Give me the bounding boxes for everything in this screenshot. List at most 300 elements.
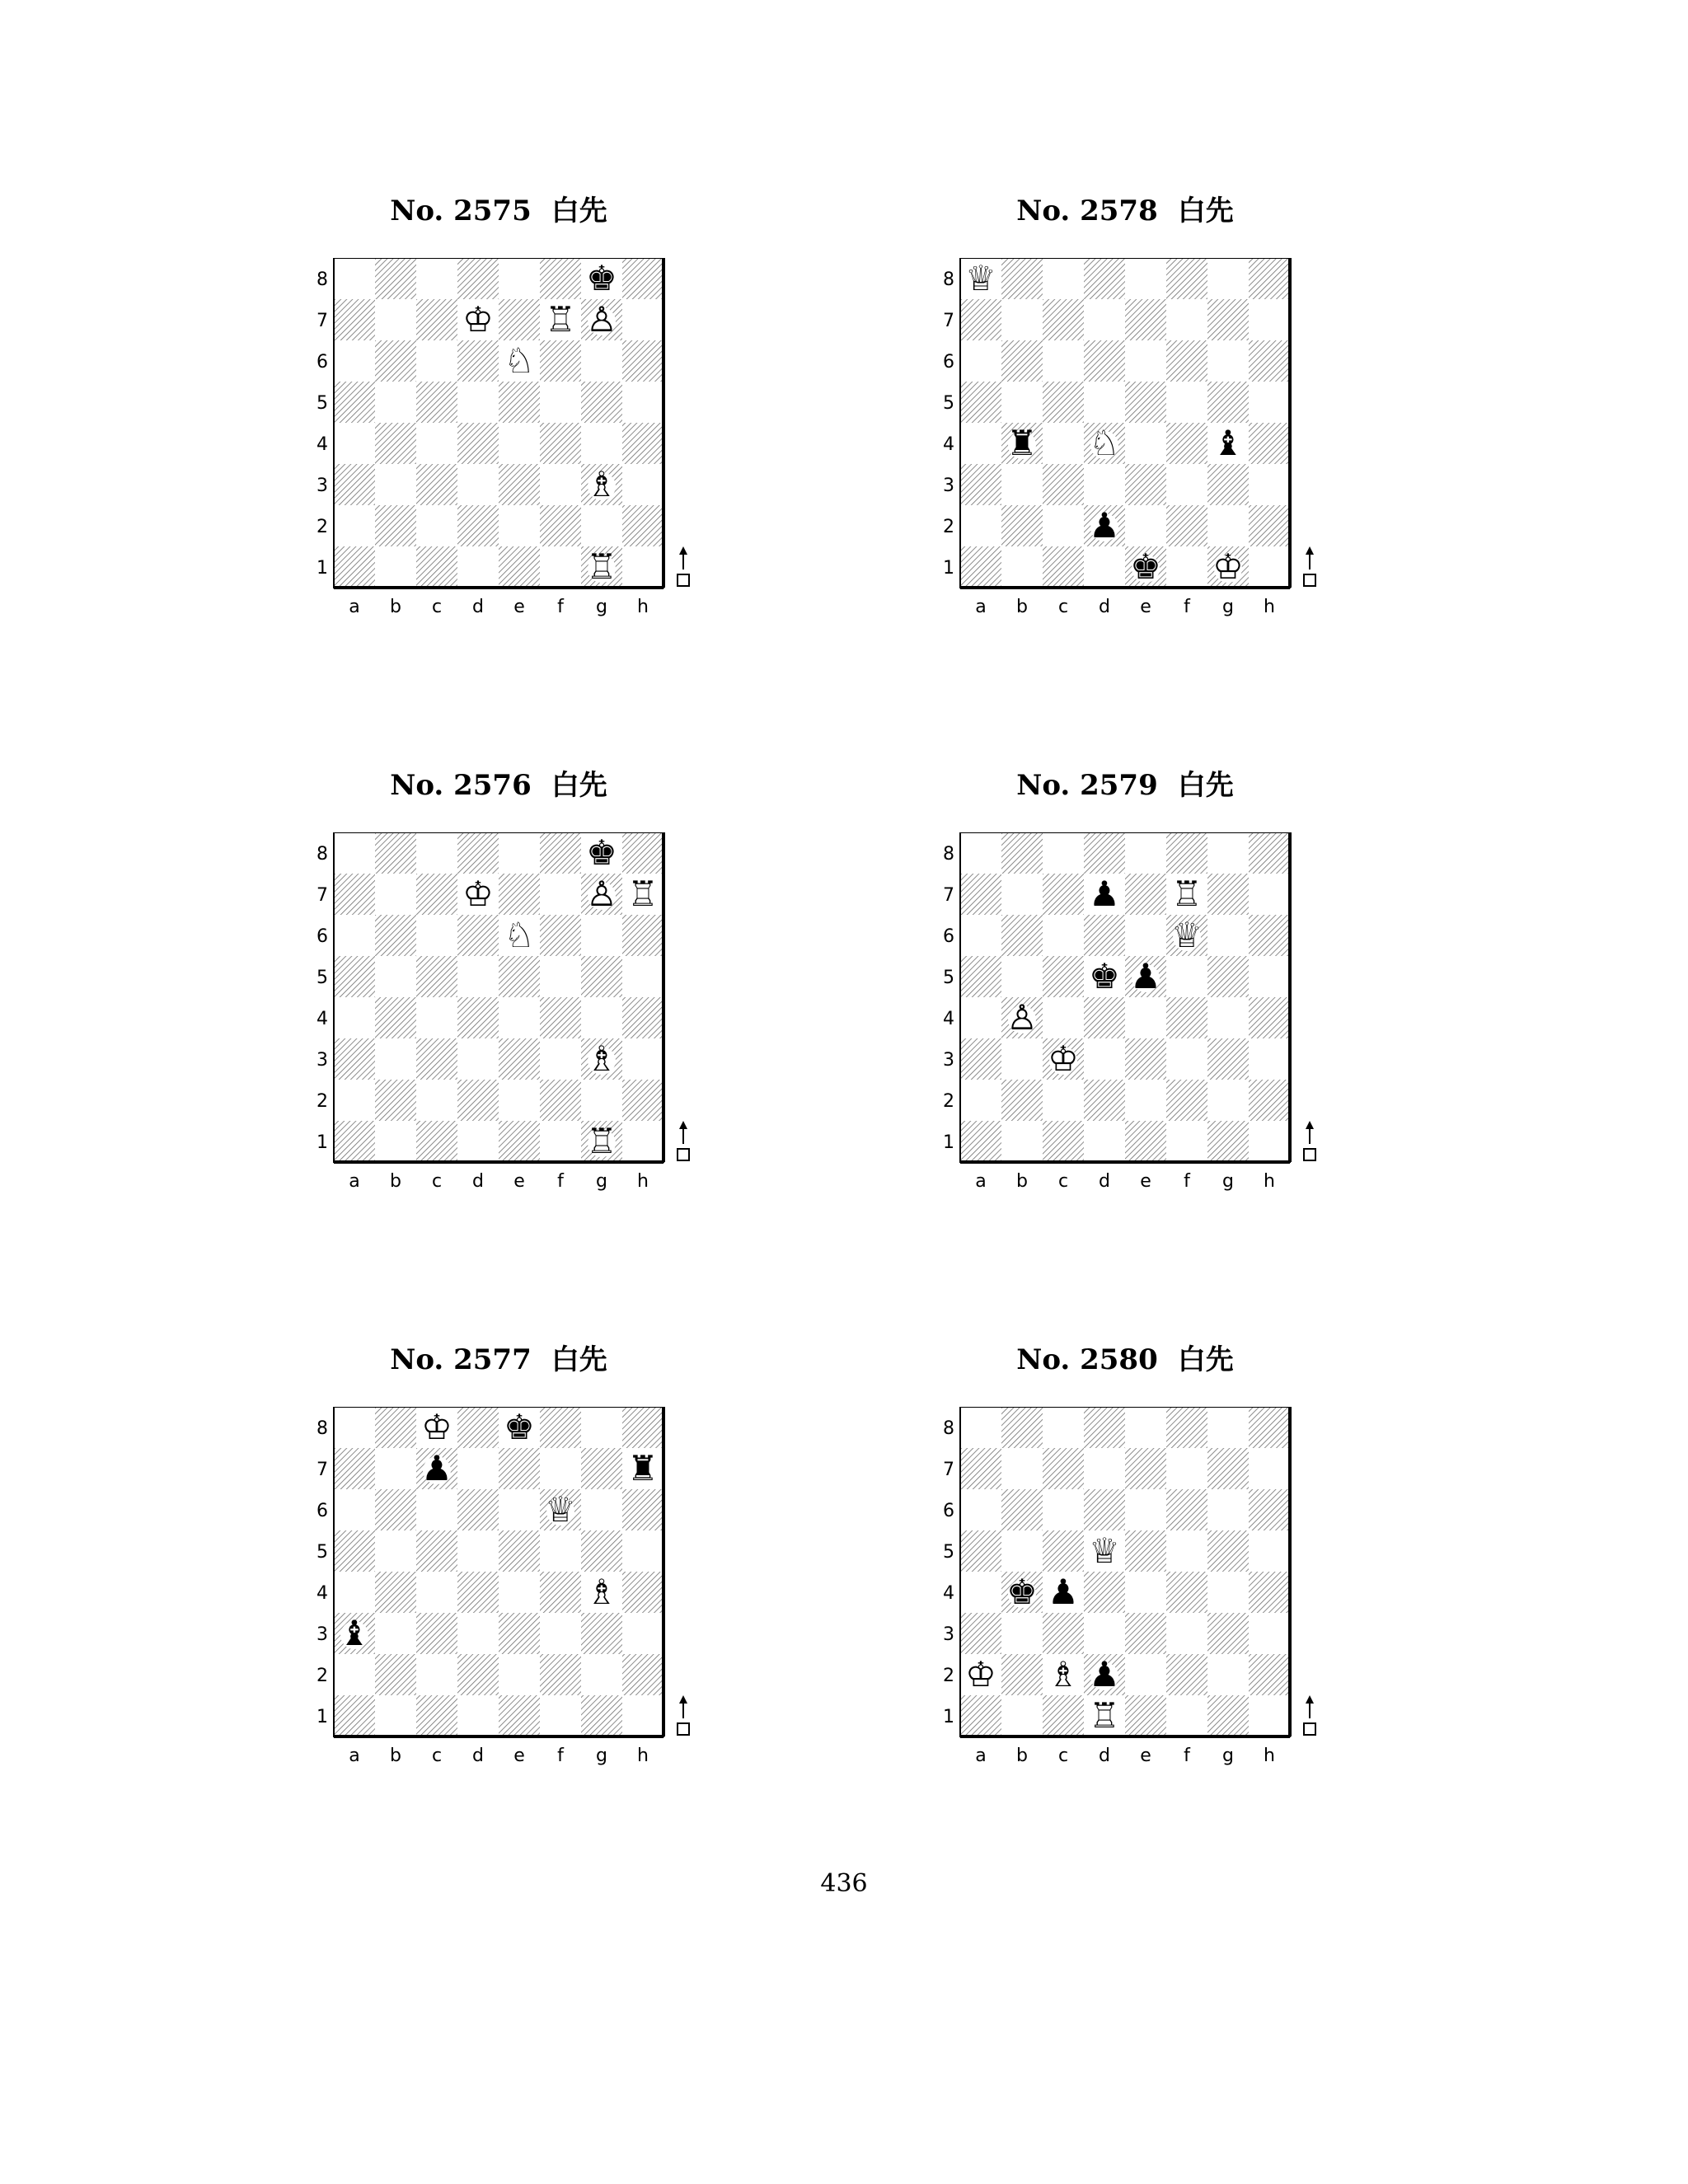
- black-king-icon: ♚: [504, 1407, 535, 1447]
- board-square-h2: [1249, 1654, 1290, 1695]
- board-square-d4: [1084, 1572, 1125, 1613]
- rank-label: 5: [943, 1542, 954, 1563]
- board-square-c5: [416, 382, 457, 423]
- white-rook-icon: ♖: [586, 1121, 617, 1161]
- board-square-a8: [960, 1407, 1001, 1448]
- rank-label: 5: [316, 1542, 328, 1563]
- white-queen-icon: ♕: [1171, 915, 1203, 955]
- board-square-h7: [1249, 1448, 1290, 1489]
- rank-label: 5: [316, 968, 328, 988]
- board-square-a8: [334, 832, 375, 874]
- board-square-a2: [960, 1080, 1001, 1121]
- board-square-e3: [499, 1038, 540, 1080]
- board-square-b5: [1001, 382, 1043, 423]
- board-square-b8: [1001, 1407, 1043, 1448]
- board-square-c6: [416, 1489, 457, 1530]
- board-square-c7: [416, 874, 457, 915]
- board-square-c8: [1043, 1407, 1084, 1448]
- board-square-e6: [499, 1489, 540, 1530]
- board-square-a4: [960, 997, 1001, 1038]
- black-king-icon: ♚: [586, 258, 617, 298]
- board-square-c1: [1043, 546, 1084, 588]
- chess-board: [915, 258, 1339, 625]
- rank-label: 6: [943, 926, 954, 947]
- board-square-g5: [1207, 1530, 1249, 1572]
- board-square-f6: [1166, 1489, 1207, 1530]
- board-square-e7: [499, 874, 540, 915]
- board-square-c7: [1043, 299, 1084, 340]
- board-square-e2: [1125, 1080, 1166, 1121]
- board-square-b2: [375, 505, 416, 546]
- board-square-b2: [1001, 505, 1043, 546]
- board-square-c6: [416, 915, 457, 956]
- board-square-f7: [1166, 1448, 1207, 1489]
- file-label: g: [596, 1171, 607, 1192]
- rank-label: 4: [316, 434, 328, 455]
- board-square-f1: [540, 546, 581, 588]
- board-square-b2: [1001, 1654, 1043, 1695]
- board-square-e3: [1125, 1038, 1166, 1080]
- black-king-icon: ♚: [1130, 546, 1161, 587]
- board-square-d3: [1084, 464, 1125, 505]
- rank-label: 8: [316, 1418, 328, 1439]
- puzzle-number: No. 2577: [390, 1343, 532, 1376]
- board-square-d3: [1084, 1038, 1125, 1080]
- board-square-b1: [1001, 546, 1043, 588]
- board-square-f7: [540, 874, 581, 915]
- side-to-move: 白先: [1177, 769, 1234, 802]
- board-square-c7: [1043, 874, 1084, 915]
- board-square-f5: [1166, 956, 1207, 997]
- board-square-g5: [1207, 956, 1249, 997]
- rank-label: 3: [943, 1624, 954, 1645]
- file-label: e: [513, 1171, 525, 1192]
- rank-label: 2: [943, 1091, 954, 1112]
- white-king-icon: ♔: [462, 874, 494, 914]
- board-square-f1: [540, 1695, 581, 1736]
- board-square-e4: [1125, 997, 1166, 1038]
- puzzle-title: [334, 1343, 663, 1376]
- puzzle-title: [334, 194, 663, 227]
- board-square-g1: [1207, 1121, 1249, 1162]
- board-square-c2: [1043, 1080, 1084, 1121]
- rank-label: 7: [316, 1460, 328, 1480]
- white-knight-icon: ♘: [504, 340, 535, 381]
- board-square-e2: [1125, 1654, 1166, 1695]
- board-square-g2: [1207, 1654, 1249, 1695]
- board-square-f8: [540, 258, 581, 299]
- white-knight-icon: ♘: [1089, 423, 1120, 463]
- board-square-b4: [375, 423, 416, 464]
- board-square-c6: [1043, 1489, 1084, 1530]
- board-square-h1: [622, 1695, 663, 1736]
- board-square-h8: [1249, 832, 1290, 874]
- board-square-a3: [960, 464, 1001, 505]
- white-to-move-indicator-icon: [678, 546, 689, 586]
- board-square-g6: [581, 915, 622, 956]
- board-square-b3: [1001, 1038, 1043, 1080]
- rank-label: 7: [943, 885, 954, 906]
- board-square-d1: [1084, 1121, 1125, 1162]
- board-square-b6: [375, 340, 416, 382]
- board-square-b8: [1001, 258, 1043, 299]
- board-square-b8: [375, 1407, 416, 1448]
- rank-label: 6: [316, 926, 328, 947]
- board-square-g3: [1207, 1613, 1249, 1654]
- board-square-f8: [540, 832, 581, 874]
- board-square-e8: [1125, 1407, 1166, 1448]
- board-square-h2: [1249, 505, 1290, 546]
- board-square-g5: [581, 1530, 622, 1572]
- rank-label: 1: [943, 558, 954, 579]
- board-square-a3: [960, 1038, 1001, 1080]
- board-square-b6: [1001, 1489, 1043, 1530]
- board-square-g2: [1207, 505, 1249, 546]
- board-square-h4: [622, 1572, 663, 1613]
- board-square-h4: [1249, 1572, 1290, 1613]
- board-square-g4: [1207, 997, 1249, 1038]
- board-square-e7: [1125, 299, 1166, 340]
- rank-label: 4: [943, 1009, 954, 1029]
- board-square-f3: [1166, 1613, 1207, 1654]
- file-label: h: [1264, 1746, 1275, 1766]
- board-square-c5: [416, 956, 457, 997]
- puzzle-title: [960, 769, 1290, 802]
- white-pawn-icon: ♙: [1006, 997, 1038, 1038]
- rank-label: 5: [943, 393, 954, 414]
- file-label: g: [1222, 1746, 1234, 1766]
- file-label: f: [1184, 597, 1190, 617]
- board-square-d2: [457, 505, 499, 546]
- board-square-b5: [1001, 1530, 1043, 1572]
- board-square-e5: [499, 956, 540, 997]
- black-pawn-icon: ♟: [1089, 1654, 1120, 1694]
- board-square-e2: [1125, 505, 1166, 546]
- board-square-f5: [1166, 1530, 1207, 1572]
- file-label: f: [557, 1171, 564, 1192]
- board-square-a7: [960, 299, 1001, 340]
- file-label: e: [513, 1746, 525, 1766]
- rank-label: 8: [316, 844, 328, 865]
- board-square-f2: [1166, 505, 1207, 546]
- board-square-h5: [622, 1530, 663, 1572]
- side-to-move: 白先: [1177, 194, 1234, 227]
- board-square-c2: [1043, 505, 1084, 546]
- file-label: g: [1222, 1171, 1234, 1192]
- board-square-e6: [1125, 1489, 1166, 1530]
- board-square-a6: [334, 1489, 375, 1530]
- black-king-icon: ♚: [1006, 1572, 1038, 1612]
- file-label: h: [1264, 1171, 1275, 1192]
- board-square-f4: [1166, 1572, 1207, 1613]
- board-square-g5: [581, 956, 622, 997]
- board-square-a1: [334, 1121, 375, 1162]
- file-label: g: [596, 1746, 607, 1766]
- rank-label: 5: [943, 968, 954, 988]
- board-square-c8: [416, 832, 457, 874]
- rank-label: 1: [316, 1132, 328, 1153]
- file-label: c: [1057, 597, 1069, 617]
- file-label: c: [431, 1171, 443, 1192]
- board-square-c1: [1043, 1121, 1084, 1162]
- board-square-d2: [457, 1654, 499, 1695]
- board-square-d4: [457, 1572, 499, 1613]
- board-square-f1: [1166, 546, 1207, 588]
- board-square-h8: [622, 258, 663, 299]
- board-square-a5: [334, 1530, 375, 1572]
- board-square-c3: [416, 464, 457, 505]
- board-square-h4: [1249, 997, 1290, 1038]
- rank-label: 4: [943, 1583, 954, 1604]
- board-square-c8: [416, 258, 457, 299]
- board-square-h3: [1249, 1038, 1290, 1080]
- white-king-icon: ♔: [1048, 1038, 1079, 1079]
- rank-label: 8: [316, 269, 328, 290]
- board-square-a6: [960, 1489, 1001, 1530]
- board-square-g2: [581, 1080, 622, 1121]
- board-square-g5: [1207, 382, 1249, 423]
- file-label: a: [975, 1171, 987, 1192]
- side-to-move: 白先: [551, 1343, 607, 1376]
- black-rook-icon: ♜: [627, 1448, 659, 1488]
- file-label: b: [1016, 597, 1028, 617]
- board-square-a2: [334, 1654, 375, 1695]
- rank-label: 7: [316, 885, 328, 906]
- board-square-d5: [457, 1530, 499, 1572]
- board-square-b6: [375, 1489, 416, 1530]
- white-to-move-indicator-icon: [678, 1121, 689, 1160]
- board-square-b4: [375, 1572, 416, 1613]
- rank-label: 4: [943, 434, 954, 455]
- board-square-h3: [622, 1038, 663, 1080]
- board-square-d2: [1084, 1080, 1125, 1121]
- file-label: d: [1099, 1171, 1110, 1192]
- board-square-c8: [1043, 258, 1084, 299]
- board-square-f3: [540, 1613, 581, 1654]
- board-square-d8: [457, 832, 499, 874]
- rank-label: 2: [316, 1091, 328, 1112]
- file-label: d: [472, 1746, 484, 1766]
- board-square-h3: [1249, 1613, 1290, 1654]
- board-square-h1: [622, 546, 663, 588]
- board-square-b2: [1001, 1080, 1043, 1121]
- board-square-a3: [960, 1613, 1001, 1654]
- board-square-b7: [1001, 1448, 1043, 1489]
- board-square-d8: [457, 1407, 499, 1448]
- board-square-a6: [334, 340, 375, 382]
- board-square-h5: [622, 956, 663, 997]
- board-square-f4: [1166, 423, 1207, 464]
- rank-label: 6: [316, 1501, 328, 1521]
- board-square-g3: [1207, 464, 1249, 505]
- board-square-e7: [1125, 1448, 1166, 1489]
- rank-label: 6: [943, 1501, 954, 1521]
- board-square-d6: [457, 915, 499, 956]
- board-square-d1: [457, 1695, 499, 1736]
- black-pawn-icon: ♟: [1089, 874, 1120, 914]
- board-square-a7: [960, 874, 1001, 915]
- board-square-f3: [540, 1038, 581, 1080]
- board-square-d3: [457, 1613, 499, 1654]
- file-label: g: [596, 597, 607, 617]
- board-square-b8: [375, 258, 416, 299]
- board-square-b7: [375, 299, 416, 340]
- file-label: h: [637, 1746, 649, 1766]
- black-bishop-icon: ♝: [339, 1613, 370, 1653]
- file-label: e: [1140, 1746, 1151, 1766]
- board-square-c4: [416, 997, 457, 1038]
- board-square-a1: [334, 546, 375, 588]
- black-pawn-icon: ♟: [421, 1448, 452, 1488]
- board-square-b2: [375, 1654, 416, 1695]
- board-square-d4: [457, 997, 499, 1038]
- board-square-d5: [457, 382, 499, 423]
- puzzle-number: No. 2575: [390, 194, 532, 227]
- board-square-a4: [960, 423, 1001, 464]
- board-square-c3: [1043, 464, 1084, 505]
- board-square-g2: [581, 1654, 622, 1695]
- rank-label: 3: [316, 1050, 328, 1071]
- board-square-c5: [1043, 1530, 1084, 1572]
- board-square-a2: [960, 505, 1001, 546]
- file-label: c: [1057, 1746, 1069, 1766]
- rank-label: 2: [316, 1666, 328, 1686]
- board-square-c1: [1043, 1695, 1084, 1736]
- board-square-f8: [540, 1407, 581, 1448]
- board-square-h8: [622, 832, 663, 874]
- rank-label: 3: [316, 1624, 328, 1645]
- board-square-d8: [457, 258, 499, 299]
- board-square-h5: [1249, 1530, 1290, 1572]
- board-square-h6: [622, 915, 663, 956]
- board-square-e1: [1125, 1695, 1166, 1736]
- board-square-h1: [1249, 1695, 1290, 1736]
- board-square-a8: [334, 258, 375, 299]
- board-square-b6: [1001, 915, 1043, 956]
- rank-label: 6: [316, 352, 328, 373]
- board-square-f5: [540, 382, 581, 423]
- file-label: c: [431, 597, 443, 617]
- white-to-move-indicator-icon: [678, 1695, 689, 1735]
- board-square-f1: [1166, 1695, 1207, 1736]
- board-square-a4: [334, 1572, 375, 1613]
- rank-label: 7: [943, 311, 954, 331]
- board-square-c3: [1043, 1613, 1084, 1654]
- board-square-b3: [1001, 464, 1043, 505]
- file-label: d: [1099, 1746, 1110, 1766]
- file-label: e: [1140, 1171, 1151, 1192]
- file-label: a: [349, 597, 360, 617]
- board-square-b8: [375, 832, 416, 874]
- board-square-d1: [457, 546, 499, 588]
- board-square-c4: [1043, 423, 1084, 464]
- board-square-e7: [1125, 874, 1166, 915]
- board-square-d1: [1084, 546, 1125, 588]
- puzzle-number: No. 2580: [1016, 1343, 1158, 1376]
- board-square-b7: [375, 1448, 416, 1489]
- board-square-c3: [416, 1613, 457, 1654]
- board-square-d8: [1084, 832, 1125, 874]
- black-king-icon: ♚: [586, 832, 617, 873]
- file-label: h: [637, 597, 649, 617]
- black-pawn-icon: ♟: [1089, 505, 1120, 546]
- board-square-f2: [1166, 1654, 1207, 1695]
- board-square-a5: [334, 382, 375, 423]
- board-square-c5: [1043, 382, 1084, 423]
- board-square-b3: [375, 464, 416, 505]
- board-square-c1: [416, 1695, 457, 1736]
- rank-label: 5: [316, 393, 328, 414]
- board-square-f4: [540, 423, 581, 464]
- board-square-h6: [1249, 915, 1290, 956]
- board-square-f2: [1166, 1080, 1207, 1121]
- board-square-h2: [622, 505, 663, 546]
- board-square-f8: [1166, 1407, 1207, 1448]
- white-bishop-icon: ♗: [586, 1038, 617, 1079]
- board-square-h7: [1249, 299, 1290, 340]
- board-square-g8: [1207, 1407, 1249, 1448]
- board-square-c7: [1043, 1448, 1084, 1489]
- board-square-b8: [1001, 832, 1043, 874]
- board-square-h1: [622, 1121, 663, 1162]
- board-square-f5: [540, 1530, 581, 1572]
- board-square-e5: [1125, 1530, 1166, 1572]
- white-queen-icon: ♕: [1089, 1530, 1120, 1571]
- rank-label: 1: [316, 558, 328, 579]
- board-square-e3: [499, 464, 540, 505]
- board-square-g2: [1207, 1080, 1249, 1121]
- board-square-e6: [1125, 915, 1166, 956]
- board-square-a6: [960, 340, 1001, 382]
- board-square-e4: [499, 997, 540, 1038]
- board-square-g6: [581, 340, 622, 382]
- board-square-g7: [1207, 1448, 1249, 1489]
- board-square-c6: [1043, 340, 1084, 382]
- board-square-e4: [499, 1572, 540, 1613]
- board-square-g7: [581, 1448, 622, 1489]
- board-square-h4: [622, 997, 663, 1038]
- white-to-move-indicator-icon: [1304, 546, 1315, 586]
- board-square-f8: [1166, 258, 1207, 299]
- board-square-b7: [375, 874, 416, 915]
- board-square-g2: [581, 505, 622, 546]
- board-square-h6: [622, 1489, 663, 1530]
- file-label: a: [349, 1746, 360, 1766]
- board-square-g1: [581, 1695, 622, 1736]
- rank-label: 3: [943, 476, 954, 496]
- board-square-e8: [499, 832, 540, 874]
- board-square-a7: [334, 299, 375, 340]
- puzzle-title: [334, 769, 663, 802]
- rank-label: 1: [943, 1132, 954, 1153]
- board-square-d4: [457, 423, 499, 464]
- board-square-f1: [540, 1121, 581, 1162]
- board-square-e2: [499, 1080, 540, 1121]
- board-square-d3: [457, 1038, 499, 1080]
- board-square-c4: [416, 1572, 457, 1613]
- board-square-e7: [499, 299, 540, 340]
- board-square-h2: [622, 1654, 663, 1695]
- board-square-d5: [457, 956, 499, 997]
- board-square-e2: [499, 505, 540, 546]
- board-square-h8: [1249, 258, 1290, 299]
- board-square-a7: [960, 1448, 1001, 1489]
- black-bishop-icon: ♝: [1212, 423, 1244, 463]
- white-rook-icon: ♖: [545, 299, 576, 340]
- board-square-c1: [416, 1121, 457, 1162]
- board-square-d8: [1084, 1407, 1125, 1448]
- board-square-d6: [457, 1489, 499, 1530]
